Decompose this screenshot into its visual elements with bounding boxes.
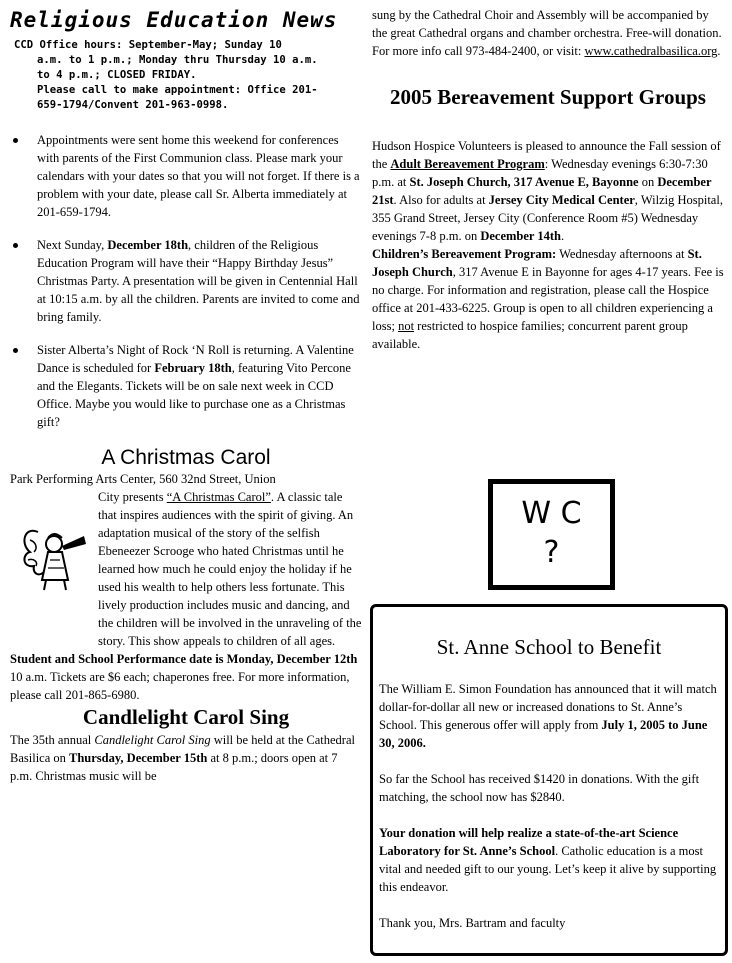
list-item: Appointments were sent home this weekend for conferences with parents of the First Communion class. Please mark your calendars with your dates so that you will not forget. If there is a problem with your date, please call Sr. Alberta immediately at 201-659-1794. xyxy=(10,131,362,221)
announcement-list xyxy=(10,131,362,431)
st-anne-paragraph: Your donation will help realize a state-of-the-art Science Laboratory for St. Anne’s School. Catholic education is a most vital and needed gift to our young. Let’s keep it alive by supporting this endeavor. xyxy=(379,826,717,894)
wc-box: W C ? xyxy=(488,479,615,590)
trumpet-angel-icon xyxy=(18,522,90,594)
st-anne-paragraph: So far the School has received $1420 in donations. With the gift matching, the school now has $2840. xyxy=(379,772,700,804)
bullet-icon xyxy=(13,243,18,248)
carol-heading: A Christmas Carol xyxy=(101,446,271,469)
list-item: Sister Alberta’s Night of Rock ‘N Roll is returning. A Valentine Dance is scheduled for February 18th, featuring Vito Percone and the Elegants. Tickets will be on sale next week in CCD Office. Maybe you would like to purchase one as a Christmas gift? xyxy=(10,341,362,431)
office-line: 659-1794/Convent 201-963-0998. xyxy=(37,99,229,111)
carol-date-paragraph: Student and School Performance date is Monday, December 12th 10 a.m. Tickets are $6 each; chaperones free. For more information, please call 201-865-6980. xyxy=(10,652,358,702)
masthead: Religious Education News xyxy=(10,8,338,32)
carol-article xyxy=(10,470,362,704)
bereavement-paragraph: Hudson Hospice Volunteers is pleased to announce the Fall session of the Adult Bereavement Program: Wednesday evenings 6:30-7:30 p.m. at St. Joseph Church, 317 Avenue E, Bayonne on December 21st. Also for adults at Jersey City Medical Center, Wilzig Hospital, 355 Grand Street, Jersey City (Conference Room #5) Wednesday evenings 7-8 p.m. on December 14th. xyxy=(372,139,723,243)
carol-paragraph: Park Performing Arts Center, 560 32nd Street, Union City presents “A Christmas Carol”. A classic tale that inspires audiences with the spirit of giving. An adaptation musical of the story of the selfish Ebeneezer Scrooge who hated Christmas until he learned how much he could enjoy the holiday if he used his wealth to help others less fortunate. This lively production includes music and dancing, and the children will be involved in the unraveling of the story. This show appeals to children of all ages. xyxy=(10,472,362,648)
bereavement-heading: 2005 Bereavement Support Groups xyxy=(390,85,706,109)
carol-link[interactable]: “A Christmas Carol” xyxy=(166,490,271,504)
office-hours xyxy=(14,38,362,113)
carol-sing-paragraph: The 35th annual Candlelight Carol Sing will be held at the Cathedral Basilica on Thursday, December 15th at 8 p.m.; doors open at 7 p.m. Christmas music will be xyxy=(10,733,355,783)
right-column xyxy=(372,6,724,353)
office-line: a.m. to 1 p.m.; Monday thru Thursday 10 a.m. xyxy=(37,54,318,66)
left-column xyxy=(10,0,362,785)
st-anne-paragraph: The William E. Simon Foundation has announced that it will match dollar-for-dollar all new or increased donations to St. Anne’s School. This generous offer will apply from July 1, 2005 to June 30, 2006. xyxy=(379,682,717,750)
bullet-icon xyxy=(13,348,18,353)
cathedral-link[interactable]: www.cathedralbasilica.org xyxy=(584,44,718,58)
carol-sing-continued: sung by the Cathedral Choir and Assembly will be accompanied by the great Cathedral organs and chamber orchestra. Free-will donation. For more info call 973-484-2400, or visit: www.cathedralbasilica.org. xyxy=(372,8,722,58)
carol-sing-heading: Candlelight Carol Sing xyxy=(82,705,290,729)
st-anne-box xyxy=(370,604,728,956)
children-bereavement-paragraph: Children’s Bereavement Program: Wednesday afternoons at St. Joseph Church, 317 Avenue E in Bayonne for ages 4-17 years. Fee is no charge. For information and registration, please call the Hospice office at 201-433-6225. Group is open to all children experiencing a loss; not restricted to hospice families; concurrent parent group available. xyxy=(372,247,724,351)
office-line: Please call to make appointment: Office 201- xyxy=(37,84,318,96)
bullet-icon xyxy=(13,138,18,143)
office-line: to 4 p.m.; CLOSED FRIDAY. xyxy=(37,69,197,81)
st-anne-heading: St. Anne School to Benefit xyxy=(436,635,662,659)
office-line: CCD Office hours: September-May; Sunday 10 xyxy=(14,39,282,51)
list-item: Next Sunday, December 18th, children of the Religious Education Program will have their “Happy Birthday Jesus” Christmas Party. A presentation will be given in Centennial Hall at 10:15 a.m. by all the children. Parents are invited to come and bring family. xyxy=(10,236,362,326)
st-anne-signoff: Thank you, Mrs. Bartram and faculty xyxy=(379,916,566,930)
